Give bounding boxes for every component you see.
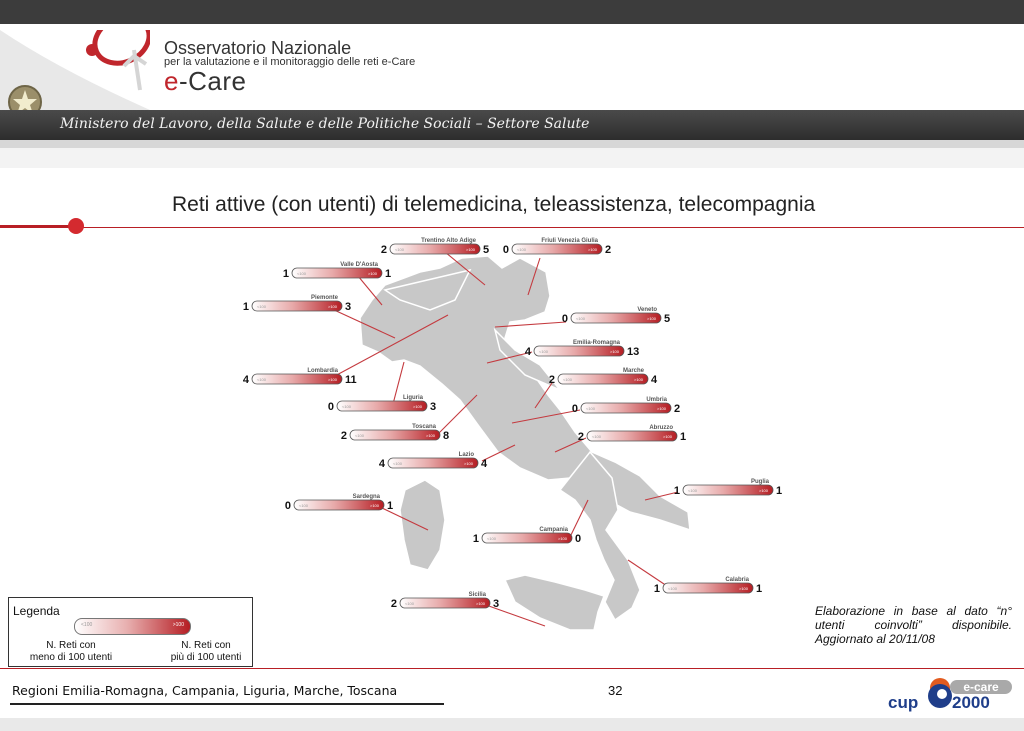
bar-high-label: >100 (656, 406, 666, 411)
legend-title: Legenda (13, 604, 60, 618)
header (0, 24, 1024, 110)
region-name: Abruzzo (649, 425, 673, 431)
region-callout (379, 452, 488, 470)
region-name: Sardegna (352, 494, 380, 500)
region-low-count: 0 (502, 244, 509, 256)
bar-high-label: >100 (425, 433, 435, 438)
region-callout (243, 295, 351, 313)
region-high-count: 1 (756, 583, 763, 595)
title-bullet-dot (68, 218, 84, 234)
region-high-count: 13 (627, 346, 640, 358)
cup2000-logo (888, 678, 1016, 714)
legend-high-line2: più di 100 utenti (170, 652, 242, 663)
legend-low-label (21, 640, 121, 664)
region-name: Puglia (750, 479, 769, 485)
region-name: Lombardia (307, 368, 338, 374)
bar-low-label: <100 (299, 503, 309, 508)
bar-high-label: >100 (557, 536, 567, 541)
region-high-count: 1 (385, 268, 392, 280)
region-high-count: 3 (493, 598, 500, 610)
region-low-count: 4 (378, 458, 385, 470)
region-high-count: 5 (664, 313, 671, 325)
bar-low-label: <100 (688, 488, 698, 493)
region-name: Piemonte (310, 295, 338, 301)
bar-high-label: >100 (369, 503, 379, 508)
region-high-count: 4 (651, 374, 658, 386)
footer-regions-text: Regioni Emilia-Romagna, Campania, Liguria, Marche, Toscana (12, 683, 398, 698)
region-callout (473, 527, 581, 545)
region-name: Sicilia (468, 592, 486, 598)
region-high-count: 2 (674, 403, 681, 415)
region-name: Liguria (402, 395, 423, 401)
bar-high-label: >100 (475, 601, 485, 606)
header-light-strip (0, 148, 1024, 168)
footer-bottom-strip (0, 718, 1024, 731)
region-high-count: 2 (605, 244, 612, 256)
region-high-count: 5 (483, 244, 490, 256)
footer-underline (10, 703, 444, 705)
region-low-count: 0 (571, 403, 578, 415)
bar-low-label: <100 (393, 461, 403, 466)
title-divider-accent (0, 225, 75, 228)
region-callout (572, 397, 680, 415)
footer-divider (0, 668, 1024, 669)
region-low-count: 1 (242, 301, 249, 313)
bar-high-label: >100 (738, 586, 748, 591)
bar-low-label: <100 (342, 404, 352, 409)
bar-low-label: <100 (592, 434, 602, 439)
org-title: Osservatorio Nazionale (164, 38, 352, 58)
brand-rest: -Care (178, 66, 247, 96)
region-name: Valle D'Aosta (340, 262, 378, 268)
bar-low-label: <100 (297, 271, 307, 276)
bar-low-label: <100 (586, 406, 596, 411)
legend-bar-low-label: <100 (81, 622, 93, 628)
region-name: Lazio (458, 452, 474, 458)
bar-low-label: <100 (257, 304, 267, 309)
region-low-count: 1 (673, 485, 680, 497)
region-callout (285, 494, 393, 512)
legend-low-line1: N. Reti con (46, 640, 96, 651)
region-low-count: 4 (524, 346, 531, 358)
bar-low-label: <100 (395, 247, 405, 252)
region-high-count: 3 (430, 401, 437, 413)
bar-high-label: >100 (587, 247, 597, 252)
bar-high-label: >100 (327, 377, 337, 382)
region-high-count: 1 (776, 485, 783, 497)
region-high-count: 0 (575, 533, 582, 545)
region-high-count: 11 (345, 374, 357, 386)
region-high-count: 3 (345, 301, 352, 313)
region-callout (328, 395, 436, 413)
bar-high-label: >100 (327, 304, 337, 309)
bar-low-label: <100 (517, 247, 527, 252)
bar-high-label: >100 (465, 247, 475, 252)
region-name: Marche (622, 368, 644, 374)
legend-low-line2: meno di 100 utenti (29, 652, 113, 663)
bar-high-label: >100 (412, 404, 422, 409)
region-low-count: 2 (548, 374, 555, 386)
region-name: Campania (539, 527, 568, 533)
header-grey-strip (0, 140, 1024, 148)
legend-gradient-bar (74, 618, 191, 635)
logo-ecare-text: e-care (963, 680, 999, 694)
region-callout (654, 577, 762, 595)
region-name: Calabria (725, 577, 749, 583)
region-callout (674, 479, 782, 497)
brand-e: e (164, 66, 179, 96)
logo-2000-text: 2000 (952, 693, 990, 712)
region-high-count: 4 (481, 458, 488, 470)
region-callout (391, 592, 499, 610)
region-callout (503, 238, 611, 256)
region-high-count: 8 (443, 430, 450, 442)
slide-title: Reti attive (con utenti) di telemedicina, teleassistenza, telecompagnia (172, 193, 816, 216)
bar-high-label: >100 (633, 377, 643, 382)
bar-high-label: >100 (463, 461, 473, 466)
italy-map (230, 235, 790, 635)
region-low-count: 0 (327, 401, 334, 413)
bar-high-label: >100 (646, 316, 656, 321)
ministry-text: Ministero del Lavoro, della Salute e delle Politiche Sociali – Settore Salute (60, 116, 590, 132)
bar-low-label: <100 (576, 316, 586, 321)
region-low-count: 1 (282, 268, 289, 280)
region-callout (578, 425, 686, 443)
data-note: Elaborazione in base al dato “n° utenti coinvolti” disponibile. Aggiornato al 20/11/08 (815, 604, 1012, 646)
region-low-count: 0 (284, 500, 291, 512)
bar-low-label: <100 (668, 586, 678, 591)
region-low-count: 1 (472, 533, 479, 545)
region-callout (562, 307, 670, 325)
legend-box (8, 597, 253, 667)
legend-high-line1: N. Reti con (181, 640, 231, 651)
region-callout (341, 424, 449, 442)
region-low-count: 0 (561, 313, 568, 325)
bar-high-label: >100 (662, 434, 672, 439)
bar-low-label: <100 (257, 377, 267, 382)
logo-cup-text: cup (888, 693, 919, 712)
region-callout (549, 368, 658, 386)
legend-high-label (161, 640, 251, 664)
bar-low-label: <100 (405, 601, 415, 606)
brand-name (164, 66, 246, 97)
region-low-count: 2 (340, 430, 347, 442)
region-callout (243, 368, 357, 386)
bar-high-label: >100 (758, 488, 768, 493)
region-low-count: 1 (653, 583, 660, 595)
region-low-count: 2 (380, 244, 387, 256)
page-number: 32 (608, 683, 623, 698)
region-name: Toscana (412, 424, 436, 430)
bar-low-label: <100 (563, 377, 573, 382)
region-callout (525, 340, 639, 358)
title-divider (0, 227, 1024, 228)
region-callout (283, 262, 391, 280)
bar-low-label: <100 (487, 536, 497, 541)
region-name: Trentino Alto Adige (421, 238, 476, 244)
org-subtitle: per la valutazione e il monitoraggio delle reti e-Care (164, 56, 416, 68)
bar-low-label: <100 (355, 433, 365, 438)
top-dark-bar (0, 0, 1024, 24)
legend-bar-high-label: >100 (172, 622, 184, 628)
bar-high-label: >100 (367, 271, 377, 276)
region-name: Veneto (637, 307, 657, 313)
region-high-count: 1 (680, 431, 687, 443)
region-name: Friuli Venezia Giulia (541, 238, 598, 244)
bar-low-label: <100 (539, 349, 549, 354)
region-name: Emilia-Romagna (572, 340, 620, 346)
bar-high-label: >100 (609, 349, 619, 354)
region-name: Umbria (646, 397, 667, 403)
region-low-count: 4 (242, 374, 249, 386)
region-callout (381, 238, 489, 256)
region-high-count: 1 (387, 500, 394, 512)
region-low-count: 2 (577, 431, 584, 443)
region-low-count: 2 (390, 598, 397, 610)
